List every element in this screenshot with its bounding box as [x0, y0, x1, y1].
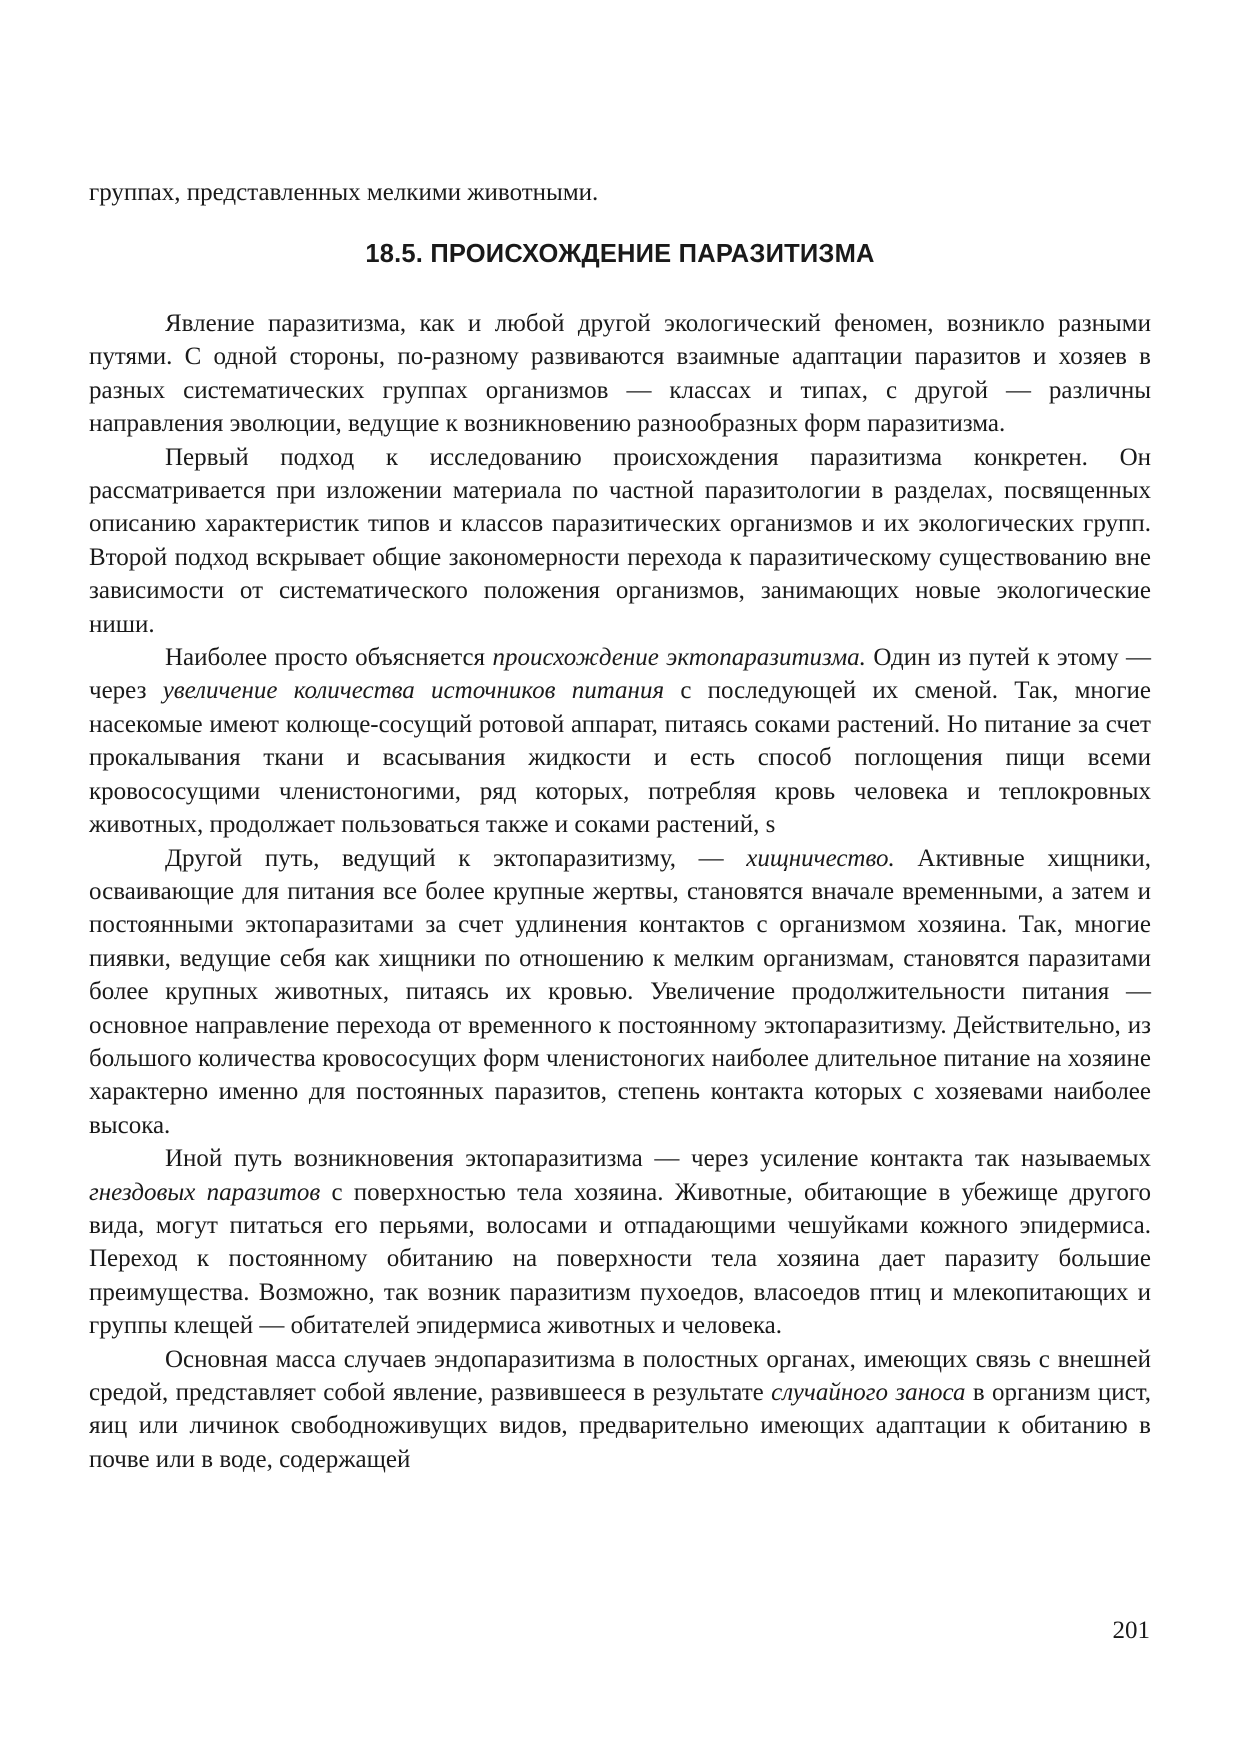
- continued-text-line: группах, представленных мелкими животными.: [89, 179, 599, 206]
- paragraph-4: Другой путь, ведущий к эктопаразитизму, — хищничество. Активные хищники, осваивающие для питания все более крупные жертвы, становятся вначале временными, а затем и постоянными эктопаразитами за счет удлинения контактов с организмом хозяина. Так, многие пиявки, ведущие себя как хищники по отношению к мелким организмам, становятся паразитами более крупных животных, питаясь их кровью. Увеличение продолжительности питания — основное направление перехода от временного к постоянному эктопаразитизму. Действительно, из большого количества кровососущих форм членистоногих наиболее длительное питание на хозяине характерно именно для постоянных паразитов, степень контакта которых с хозяевами наиболее высока.: [89, 844, 1151, 1139]
- paragraph-5: Иной путь возникновения эктопаразитизма — через усиление контакта так называемых гнездовых паразитов с поверхностью тела хозяина. Животные, обитающие в убежище другого вида, могут питаться его перьями, волосами и отпадающими чешуйками кожного эпидермиса. Переход к постоянному обитанию на поверхности тела хозяина дает паразиту большие преимущества. Возможно, так возник паразитизм пухоедов, власоедов птиц и млекопитающих и группы клещей — обитателей эпидермиса животных и человека.: [89, 1145, 1151, 1340]
- body-text: [89, 307, 1151, 1476]
- emphasis: увеличение количества источников питания: [162, 677, 665, 705]
- emphasis: гнездовых паразитов: [89, 1178, 321, 1206]
- paragraph-2: Первый подход к исследованию происхождения паразитизма конкретен. Он рассматривается при изложении материала по частной паразитологии в разделах, посвященных описанию характеристик типов и классов паразитических организмов и их экологических групп. Второй подход вскрывает общие закономерности перехода к паразитическому существованию вне зависимости от систематического положения организмов, занимающих новые экологические ниши.: [89, 443, 1151, 638]
- page-number: 201: [1112, 1617, 1150, 1644]
- emphasis: хищничество.: [746, 844, 895, 872]
- section-heading: 18.5. ПРОИСХОЖДЕНИЕ ПАРАЗИТИЗМА: [365, 240, 875, 268]
- emphasis: случайного заноса: [771, 1379, 966, 1406]
- paragraph-6: Основная масса случаев эндопаразитизма в полостных органах, имеющих связь с внешней средой, представляет собой явление, развившееся в результате случайного заноса в организм цист, яиц или личинок свободноживущих видов, предварительно имеющих адаптации к обитанию в почве или в воде, содержащей: [89, 1345, 1151, 1473]
- paragraph-3: Наиболее просто объясняется происхождение эктопаразитизма. Один из путей к этому — через увеличение количества источников питания с последующей их сменой. Так, многие насекомые имеют колюще-сосущий ротовой аппарат, питаясь соками растений. Но питание за счет прокалывания ткани и всасывания жидкости и есть способ поглощения пищи всеми кровососущими членистоногими, ряд которых, потребляя кровь человека и теплокровных животных, продолжает пользоваться также и соками растений, s: [89, 644, 1152, 839]
- paragraph-1: Явление паразитизма, как и любой другой экологический феномен, возникло разными путями. С одной стороны, по-разному развиваются взаимные адаптации паразитов и хозяев в разных систематических группах организмов — классах и типах, с другой — различны направления эволюции, ведущие к возникновению разнообразных форм паразитизма.: [89, 310, 1151, 438]
- emphasis: происхождение эктопаразитизма.: [492, 644, 866, 672]
